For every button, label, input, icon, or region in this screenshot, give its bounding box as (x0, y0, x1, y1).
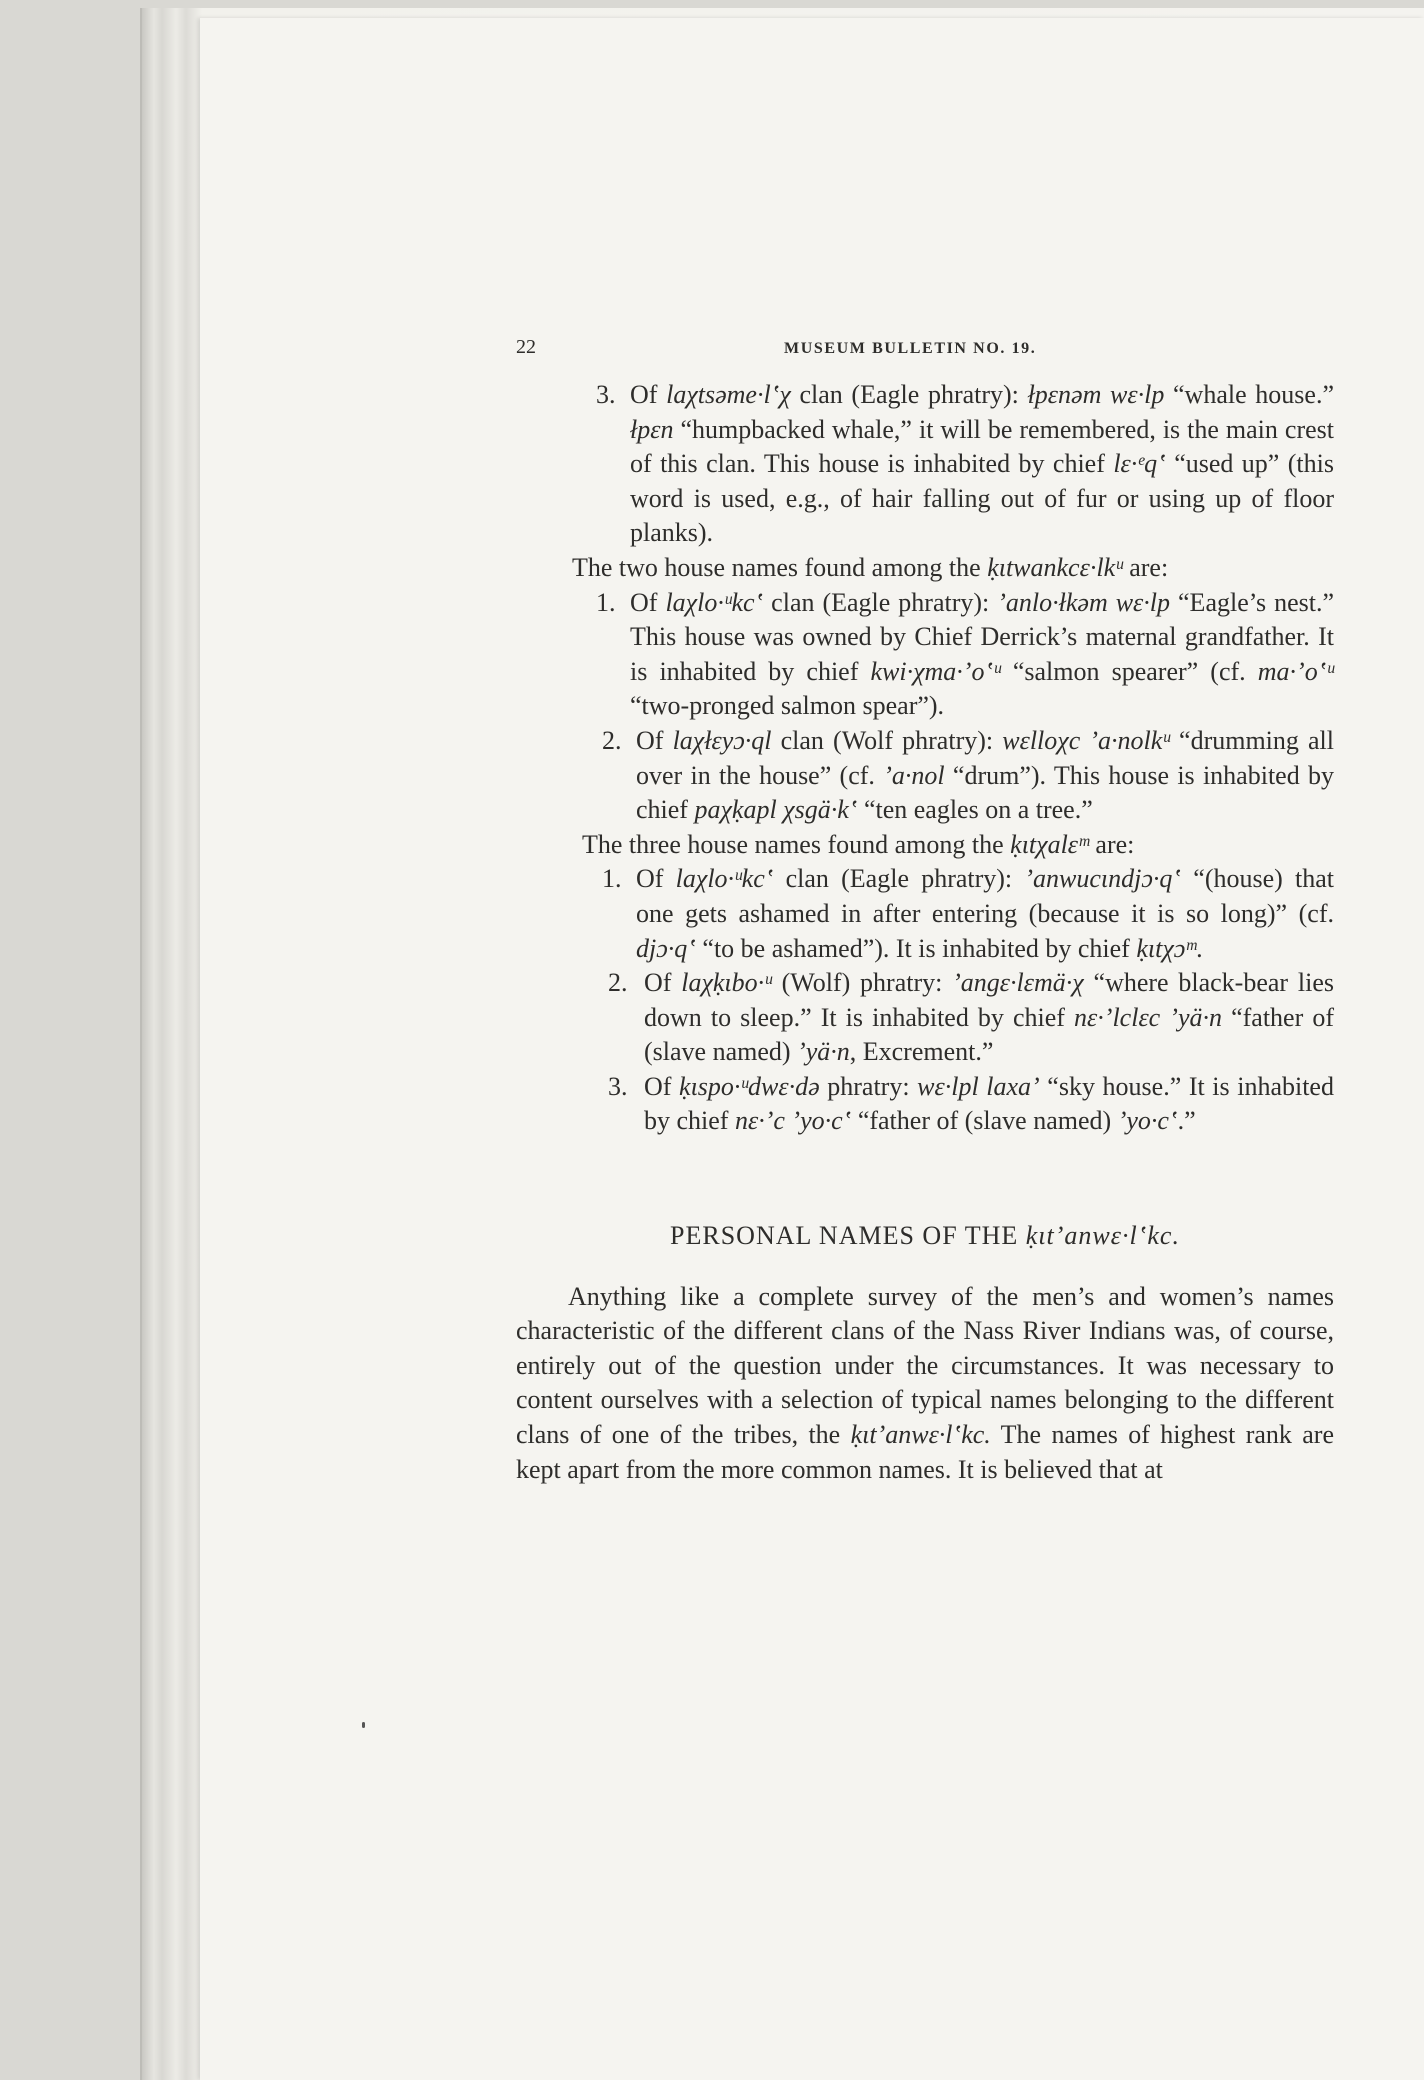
item-number: 1. (596, 587, 616, 617)
list-item-eagle-house (516, 378, 1334, 551)
item-text: “ten eagles on a tree.” (857, 795, 1093, 825)
item-text: clan (Eagle phratry): (773, 864, 1025, 894)
list-item-three-1 (516, 862, 1334, 966)
tribe-name: ḳɩtʼanwɛ·lʽkc. (850, 1420, 991, 1450)
item-text: Of (630, 380, 667, 409)
tribe-name: ḳɩtwankcɛ·lkᵘ (987, 552, 1123, 582)
item-number: 3. (596, 380, 616, 409)
ink-speck (362, 1722, 365, 1728)
chief-name: nɛ·ʼc ʼyo·cʽ (734, 1106, 852, 1136)
tribe-name: ḳɩtχalɛᵐ (1010, 829, 1089, 859)
clan-name: laχḳɩbo·ᵘ (681, 968, 772, 998)
clan-name: laχtsəme·lʽχ (666, 380, 791, 409)
heading-text: PERSONAL NAMES OF THE (670, 1221, 1026, 1251)
item-text: “father of (slave named) (851, 1106, 1118, 1136)
intro-text: are: (1088, 829, 1135, 859)
section-heading (516, 1219, 1334, 1254)
item-text: “father of (slave named) (644, 1002, 1334, 1067)
item-number: 1. (602, 864, 622, 894)
item-text: Of (644, 1071, 680, 1101)
item-text: “whale house.” (1164, 380, 1334, 409)
body-paragraph (516, 1280, 1334, 1488)
item-text: clan (Wolf phratry): (771, 725, 1003, 755)
item-text: (Wolf) phratry: (771, 968, 953, 998)
item-text: . (1196, 933, 1203, 963)
house-name: ʼangɛ·lɛmä·χ (952, 968, 1084, 998)
list-item-two-2 (516, 724, 1334, 828)
list-item-three-3 (516, 1070, 1334, 1139)
item-text: “(house) that one gets ashamed in after entering (because it is so long)” (cf. (636, 864, 1334, 928)
house-name: ʼanwucɩndjɔ·qʽ (1024, 864, 1182, 894)
item-number: 2. (602, 725, 622, 755)
paragraph-text: The names of highest rank are kept apart from the more common names. It is believed that at (516, 1420, 1334, 1484)
item-text: “to be ashamed”). It is inhabited by chief (695, 933, 1137, 963)
clan-name: laχłɛyɔ·ql (672, 725, 772, 755)
house-name: wɛ·lpl laxaʼ (917, 1071, 1040, 1101)
chief-name: paχḳapl χsgä·kʽ (694, 795, 858, 825)
list-item-two-1 (516, 586, 1334, 724)
house-name: ʼanlo·łkəm wɛ·lp (997, 587, 1171, 617)
paragraph-text: Anything like a complete survey of the men’s and women’s names characteristic of the different clans of the Nass River Indians was, of course, entirely out of the question under the circumstances. It was necessary to content ourselves with a selection of typical names belonging to the different clans of one of the tribes, the (516, 1281, 1334, 1450)
intro-text: The two house names found among the (572, 552, 988, 582)
chief-name: kwi·χma·ʼoʽᵘ (870, 656, 1001, 686)
heading-tribe-name: ḳɩtʼanwɛ·lʽkc. (1025, 1221, 1180, 1251)
item-text: Of (636, 864, 676, 894)
item-number: 3. (608, 1071, 628, 1101)
clan-name: laχlo·ᵘkcʽ (665, 587, 764, 617)
native-word: ʼa·nol (883, 760, 945, 790)
chief-name: nɛ·ʼlclɛc ʼyä·n (1074, 1002, 1223, 1032)
item-number: 2. (608, 968, 628, 998)
item-text: phratry: (819, 1071, 918, 1101)
item-text: “drumming all over in the house” (cf. (636, 725, 1334, 790)
native-word: ma·ʼoʽᵘ (1257, 656, 1334, 686)
item-text: Of (636, 725, 673, 755)
item-text: “humpbacked whale,” it will be remembered, is the main crest of this clan. This house is inhabited by chief (630, 414, 1334, 479)
page-number: 22 (516, 336, 536, 358)
native-word: ʼyo·cʽ (1117, 1106, 1178, 1136)
intro-three-house-names (516, 828, 1334, 863)
native-word: djɔ·qʽ (636, 933, 696, 963)
item-text: “where black-bear lies down to sleep.” It is inhabited by chief (644, 968, 1334, 1032)
page-text (516, 320, 1334, 1487)
chief-name: lɛ·ᵉqʽ (1113, 449, 1166, 479)
house-name: ł‌pɛnəm wɛ·lp (1027, 380, 1165, 409)
intro-text: are: (1122, 552, 1169, 582)
item-text: “drum”). This house is inhabited by chief (636, 760, 1334, 825)
chief-name: ḳɩtχɔᵐ (1136, 933, 1197, 963)
list-item-three-2 (516, 966, 1334, 1070)
native-word: ʼyä·n (797, 1037, 850, 1067)
native-word: ł‌pɛn (630, 414, 674, 444)
house-name: wɛlloχc ʼa·nolkᵘ (1002, 725, 1170, 755)
item-text: clan (Eagle phratry): (790, 380, 1028, 409)
intro-two-house-names (516, 551, 1334, 586)
item-text: “salmon spearer” (cf. (1000, 656, 1258, 686)
running-title: MUSEUM BULLETIN NO. 19. (784, 340, 1037, 357)
item-text: “sky house.” It is inhabited by chief (644, 1071, 1334, 1136)
item-text: “two-pronged salmon spear”). (630, 691, 945, 721)
intro-text: The three house names found among the (582, 829, 1011, 859)
item-text: .” (1177, 1106, 1196, 1136)
item-text: clan (Eagle phratry): (763, 587, 998, 617)
running-head (516, 320, 1334, 378)
item-text: “used up” (this word is used, e.g., of hair falling out of fur or using up of floor planks). (630, 449, 1334, 548)
clan-name: laχlo·ᵘkcʽ (675, 864, 774, 894)
item-text: Of (630, 587, 666, 617)
item-text: , Excrement.” (849, 1037, 994, 1067)
clan-name: ḳɩspo·ᵘdwɛ·də (679, 1071, 820, 1101)
item-text: Of (644, 968, 682, 998)
item-text: “Eagle’s nest.” This house was owned by Chief Derrick’s maternal grandfather. It is inhabited by chief (630, 587, 1335, 686)
